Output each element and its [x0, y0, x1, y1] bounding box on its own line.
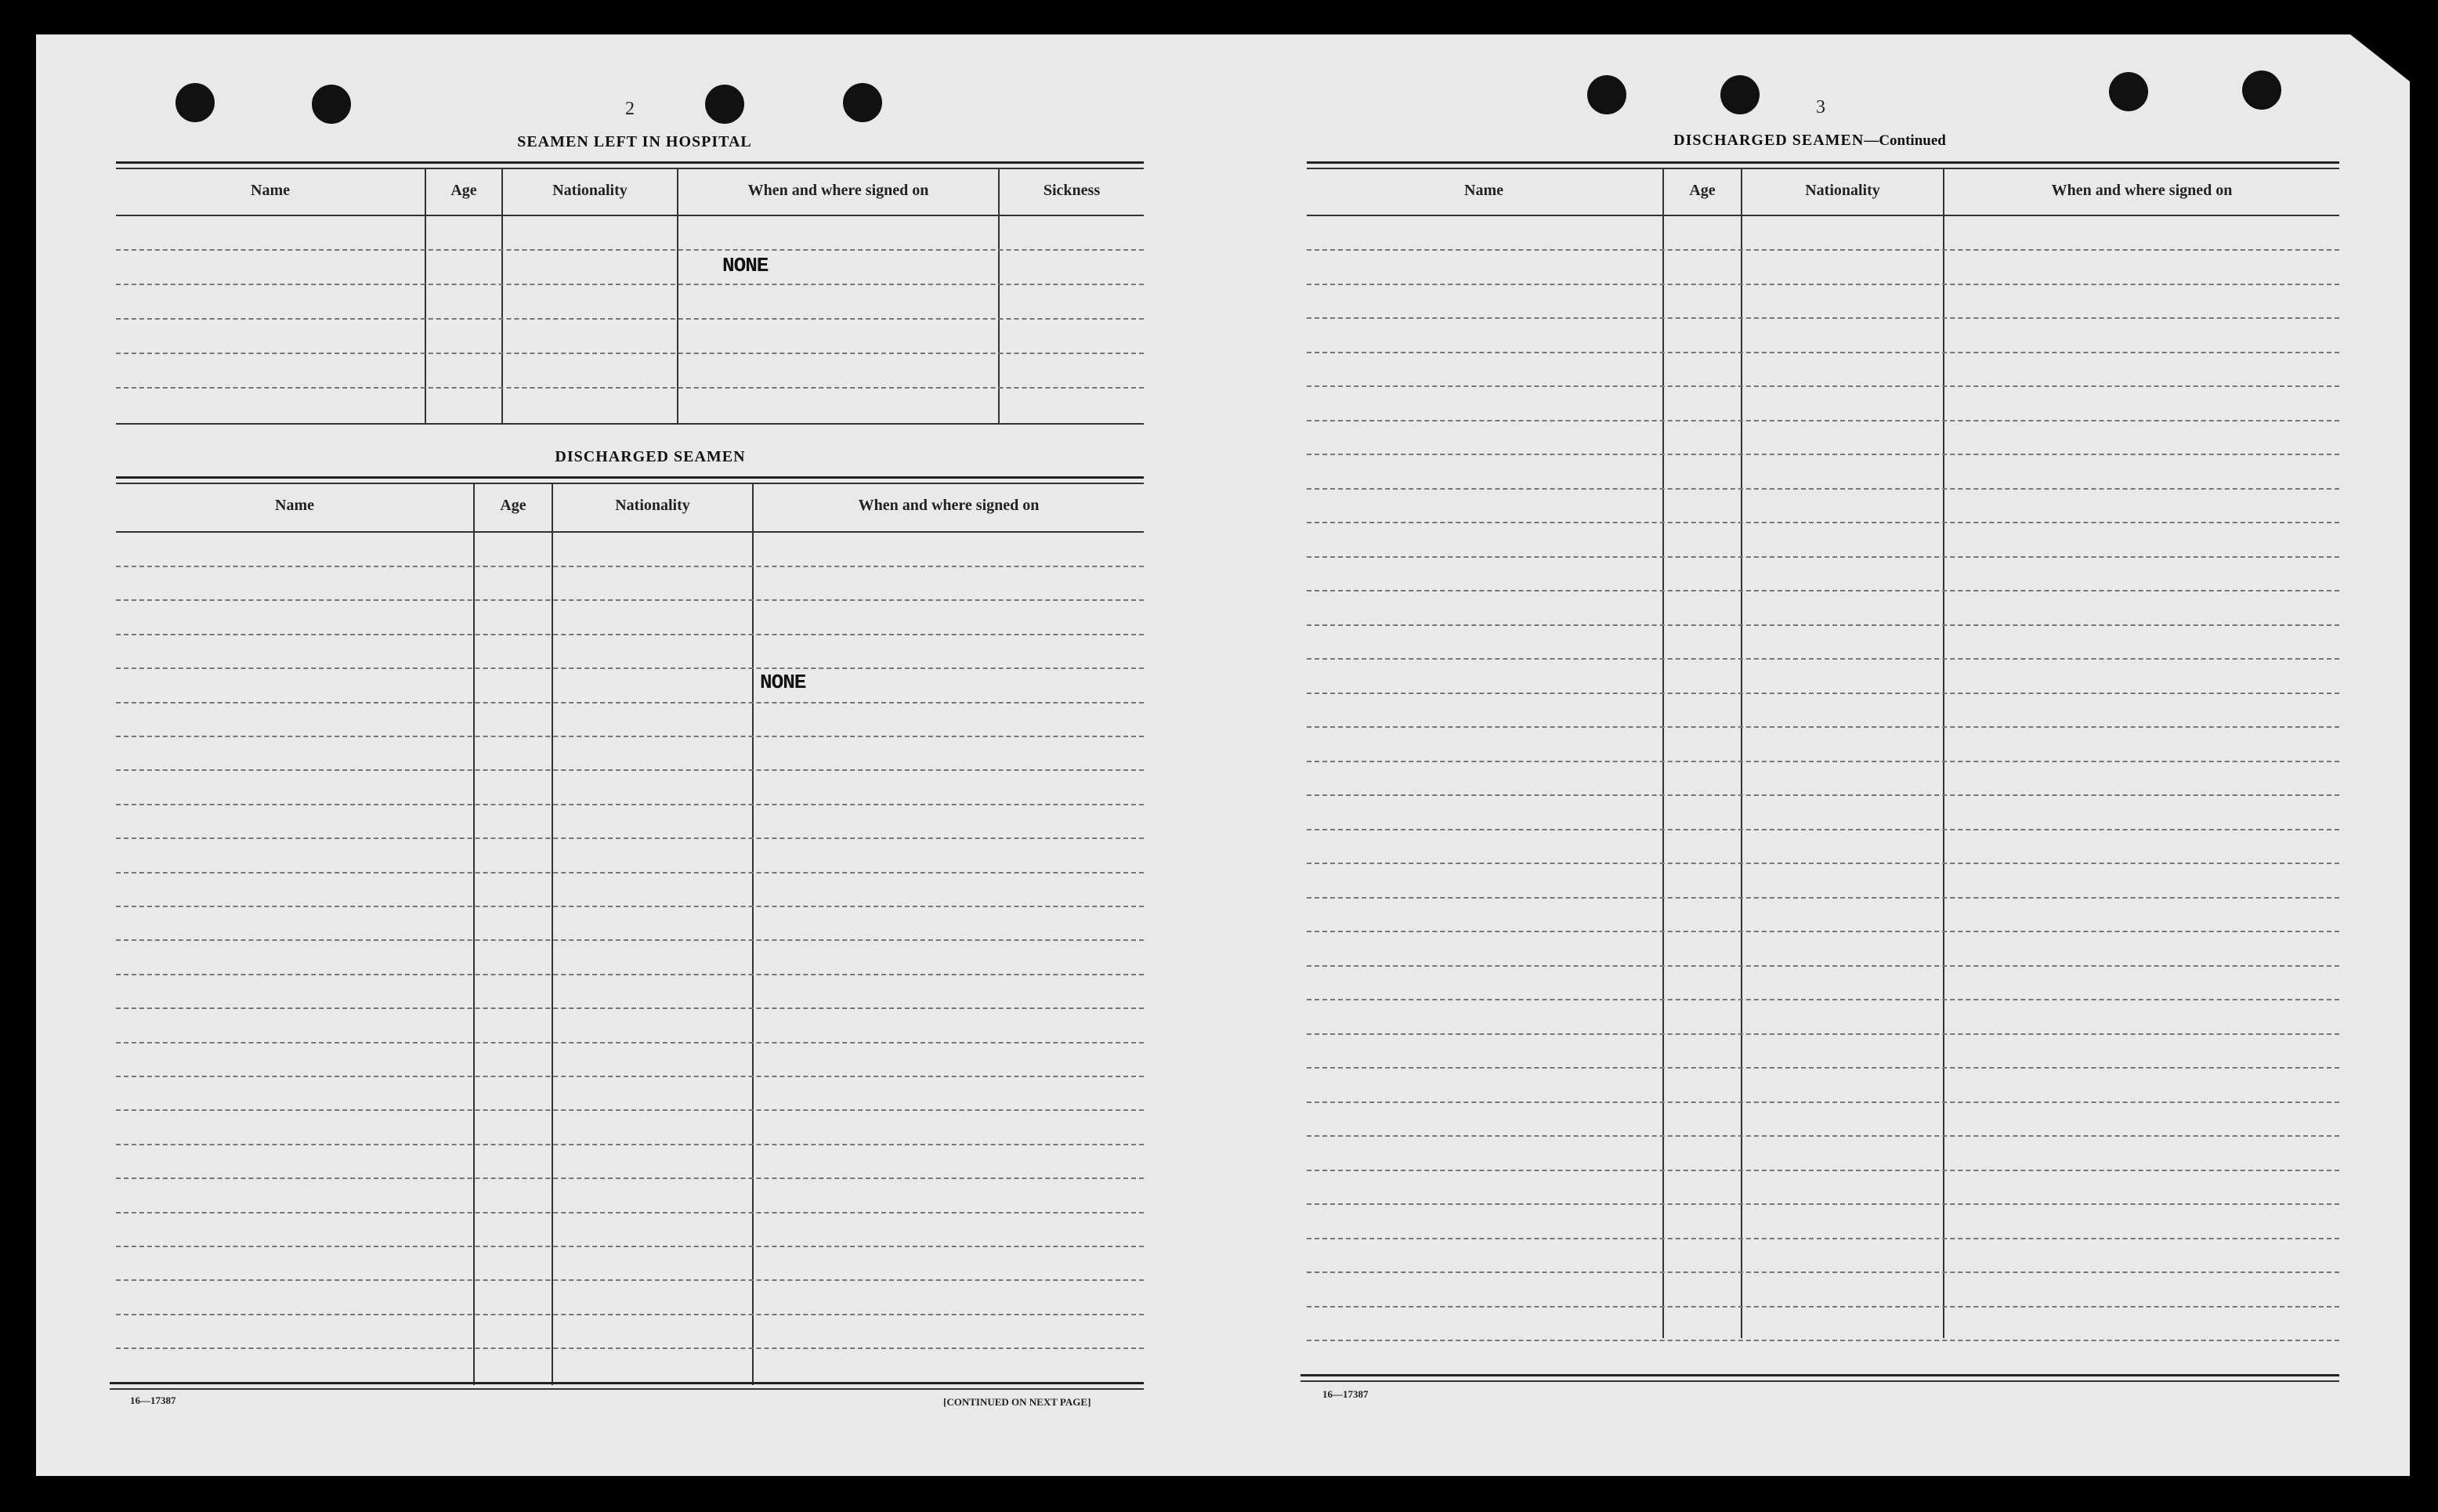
row-line [116, 837, 1144, 839]
row-line [1307, 488, 2339, 490]
row-line [1307, 897, 2339, 899]
row-line [1307, 1033, 2339, 1035]
row-line [116, 1076, 1144, 1077]
row-line [1307, 1101, 2339, 1103]
rule [116, 423, 1144, 425]
column-divider [1662, 168, 1664, 1338]
row-line [116, 1007, 1144, 1009]
rule [1300, 1380, 2339, 1382]
punch-hole [705, 85, 744, 124]
rule [1307, 168, 2339, 169]
column-divider [1943, 168, 1944, 1338]
row-line [1307, 352, 2339, 353]
column-divider [425, 168, 426, 423]
row-line [1307, 249, 2339, 251]
row-line [1307, 999, 2339, 1000]
row-line [1307, 454, 2339, 455]
row-line [1307, 761, 2339, 762]
col-header-sickness: Sickness [1043, 182, 1101, 199]
column-divider [752, 483, 754, 1385]
hospital-section-title: SEAMEN LEFT IN HOSPITAL [517, 133, 752, 150]
row-line [116, 804, 1144, 805]
row-line [116, 702, 1144, 704]
row-line [116, 906, 1144, 907]
row-line [116, 566, 1144, 567]
row-line [116, 1212, 1144, 1214]
row-line [1307, 1170, 2339, 1171]
rule [110, 1382, 1144, 1384]
rule [1307, 215, 2339, 216]
row-line [116, 667, 1144, 669]
col-header-when-where: When and where signed on [2051, 182, 2233, 199]
row-line [116, 387, 1144, 389]
row-line [1307, 556, 2339, 558]
row-line [1307, 829, 2339, 830]
form-number-right: 16—17387 [1322, 1388, 1369, 1400]
row-line [1307, 863, 2339, 864]
page-number-left: 2 [625, 99, 635, 119]
punch-hole [1587, 75, 1626, 114]
row-line [116, 872, 1144, 874]
row-line [116, 249, 1144, 251]
col-header-age: Age [1689, 182, 1716, 199]
document-sheet [36, 34, 2410, 1476]
row-line [116, 1279, 1144, 1281]
hospital-entry-stamp: NONE [722, 254, 769, 277]
col-header-name: Name [251, 182, 290, 199]
row-line [116, 1347, 1144, 1349]
row-line [1307, 590, 2339, 591]
continued-suffix: —Continued [1864, 132, 1946, 149]
discharged-continued-title [1488, 132, 2131, 150]
rule [116, 476, 1144, 479]
col-header-name: Name [275, 497, 314, 514]
row-line [1307, 965, 2339, 967]
row-line [116, 1314, 1144, 1315]
row-line [116, 939, 1144, 941]
row-line [116, 1109, 1144, 1111]
row-line [1307, 1135, 2339, 1137]
row-line [1307, 624, 2339, 626]
row-line [1307, 931, 2339, 932]
continued-note: [CONTINUED ON NEXT PAGE] [943, 1396, 1091, 1408]
col-header-when-where: When and where signed on [858, 497, 1040, 514]
row-line [116, 974, 1144, 975]
row-line [1307, 658, 2339, 660]
rule [1307, 161, 2339, 164]
discharged-section-title: DISCHARGED SEAMEN [555, 448, 746, 465]
row-line [116, 353, 1144, 354]
row-line [1307, 1203, 2339, 1205]
row-line [1307, 420, 2339, 421]
row-line [1307, 385, 2339, 387]
row-line [116, 1246, 1144, 1247]
row-line [116, 1177, 1144, 1179]
row-line [1307, 726, 2339, 728]
col-header-age: Age [450, 182, 477, 199]
row-line [1307, 317, 2339, 319]
row-line [116, 318, 1144, 320]
folded-corner [2350, 34, 2410, 81]
col-header-age: Age [500, 497, 526, 514]
row-line [116, 634, 1144, 635]
row-line [1307, 284, 2339, 285]
row-line [1307, 1306, 2339, 1308]
row-line [116, 599, 1144, 601]
form-number-left: 16—17387 [130, 1394, 176, 1406]
col-header-nationality: Nationality [552, 182, 628, 199]
row-line [116, 1144, 1144, 1145]
row-line [1307, 1340, 2339, 1341]
discharged-entry-stamp: NONE [760, 671, 806, 694]
discharged-continued-title-text: DISCHARGED SEAMEN [1673, 132, 1865, 149]
punch-hole [1720, 75, 1760, 114]
row-line [1307, 522, 2339, 523]
punch-hole [2242, 71, 2281, 110]
punch-hole [312, 85, 351, 124]
column-divider [473, 483, 475, 1385]
row-line [1307, 794, 2339, 796]
rule [116, 168, 1144, 169]
col-header-when-where: When and where signed on [747, 182, 929, 199]
punch-hole [175, 83, 215, 122]
row-line [116, 769, 1144, 771]
page-number-right: 3 [1816, 97, 1825, 118]
row-line [1307, 693, 2339, 694]
column-divider [552, 483, 553, 1385]
row-line [116, 284, 1144, 285]
col-header-nationality: Nationality [1805, 182, 1880, 199]
rule [116, 215, 1144, 216]
rule [1300, 1374, 2339, 1376]
punch-hole [2109, 72, 2148, 111]
rule [116, 531, 1144, 533]
rule [116, 161, 1144, 164]
col-header-nationality: Nationality [615, 497, 690, 514]
column-divider [501, 168, 503, 423]
column-divider [998, 168, 1000, 423]
rule [110, 1388, 1144, 1390]
row-line [116, 1042, 1144, 1044]
punch-hole [843, 83, 882, 122]
column-divider [1741, 168, 1742, 1338]
column-divider [677, 168, 678, 423]
rule [116, 483, 1144, 484]
col-header-name: Name [1464, 182, 1503, 199]
row-line [1307, 1271, 2339, 1273]
row-line [1307, 1238, 2339, 1239]
row-line [1307, 1067, 2339, 1069]
row-line [116, 736, 1144, 737]
